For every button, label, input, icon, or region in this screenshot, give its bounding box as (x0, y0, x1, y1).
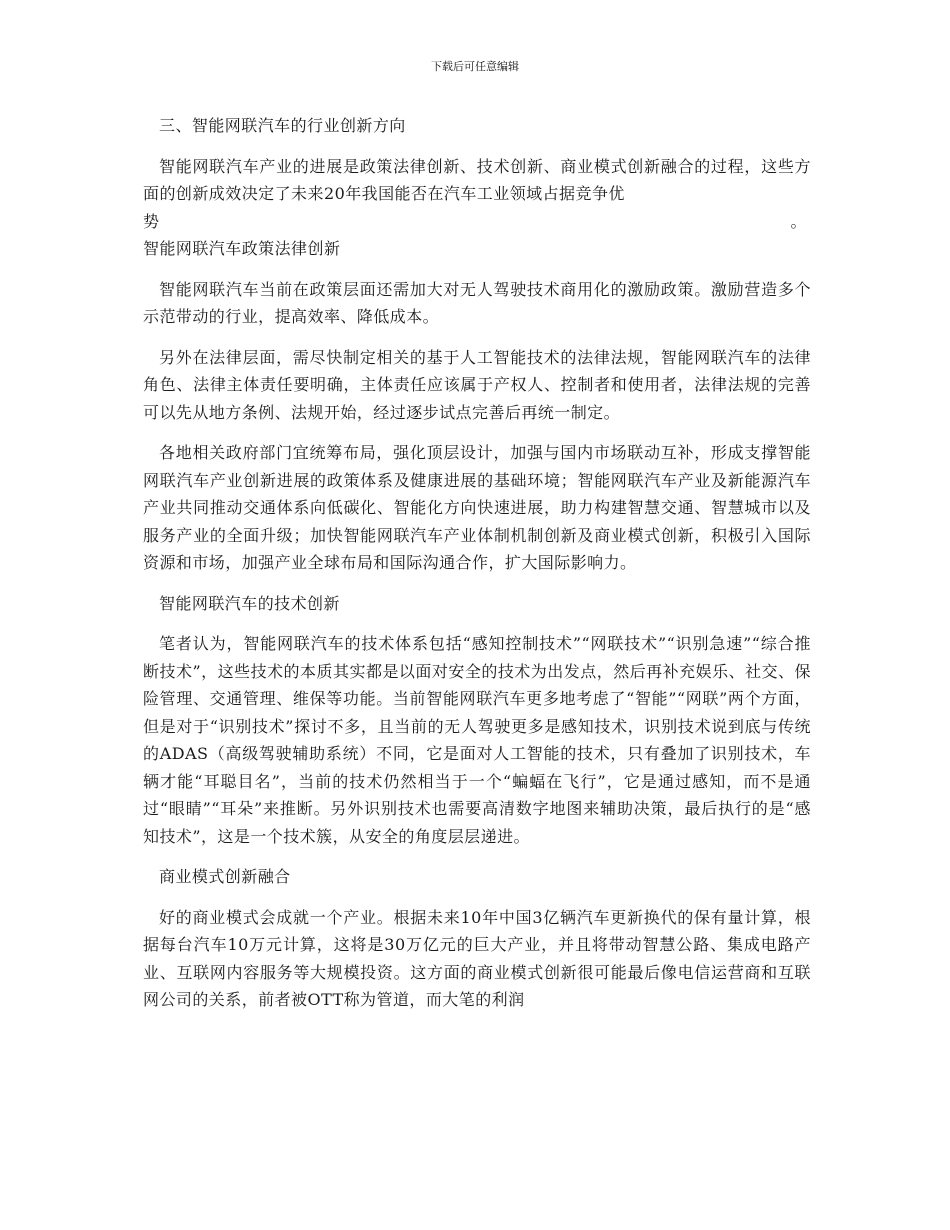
tech-heading: 智能网联汽车的技术创新 (159, 593, 340, 613)
business-heading: 商业模式创新融合 (159, 867, 291, 886)
intro-paragraph-tail (143, 208, 811, 236)
intro-last-word: 势 (143, 211, 160, 231)
document-body (143, 112, 811, 1027)
tech-paragraph-1: 笔者认为，智能网联汽车的技术体系包括“感知控制技术”“网联技术”“识别急速”“综合推断技术”，这些技术的本质其实都是以面对安全的技术为出发点，然后再补充娱乐、社交、保险管理、交通管理、维保等功能。当前智能网联汽车更多地考虑了“智能”“网联”两个方面，但是对于“识别技术”探讨不多，且当前的无人驾驶更多是感知技术，识别技术说到底与传统的ADAS（高级驾驶辅助系统）不同，它是面对人工智能的技术，只有叠加了识别技术，车辆才能“耳聪目名”，当前的技术仍然相当于一个“蝙蝠在飞行”，它是通过感知，而不是通过“眼睛”“耳朵”来推断。另外识别技术也需要高清数字地图来辅助决策，最后执行的是“感知技术”，这是一个技术簇，从安全的角度层层递进。 (143, 634, 811, 846)
intro-paragraph (143, 153, 811, 208)
page-header: 下载后可任意编辑 (431, 60, 519, 73)
intro-text: 智能网联汽车产业的进展是政策法律创新、技术创新、商业模式创新融合的过程，这些方面的创新成效决定了未来20年我国能否在汽车工业领域占据竞争优 (143, 156, 811, 203)
policy-heading: 智能网联汽车政策法律创新 (143, 239, 341, 258)
policy-paragraph-2: 另外在法律层面，需尽快制定相关的基于人工智能技术的法律法规，智能网联汽车的法律角色、法律主体责任要明确，主体责任应该属于产权人、控制者和使用者，法律法规的完善可以先从地方条例、法规开始，经过逐步试点完善后再统一制定。 (143, 347, 811, 422)
business-paragraph-1: 好的商业模式会成就一个产业。根据未来10年中国3亿辆汽车更新换代的保有量计算，根据每台汽车10万元计算，这将是30万亿元的巨大产业，并且将带动智慧公路、集成电路产业、互联网内容服务等大规模投资。这方面的商业模式创新很可能最后像电信运营商和互联网公司的关系，前者被OTT称为管道，而大笔的利润 (143, 907, 811, 1009)
policy-paragraph-1: 智能网联汽车当前在政策层面还需加大对无人驾驶技术商用化的激励政策。激励营造多个示范带动的行业，提高效率、降低成本。 (143, 279, 811, 326)
intro-end-mark: 。 (790, 211, 807, 231)
policy-paragraph-3: 各地相关政府部门宜统筹布局，强化顶层设计，加强与国内市场联动互补，形成支撑智能网联汽车产业创新进展的政策体系及健康进展的基础环境；智能网联汽车产业及新能源汽车产业共同推动交通体系向低碳化、智能化方向快速进展，助力构建智慧交通、智慧城市以及服务产业的全面升级；加快智能网联汽车产业体制机制创新及商业模式创新，积极引入国际资源和市场，加强产业全球布局和国际沟通合作，扩大国际影响力。 (143, 443, 811, 572)
section-heading-3: 三、智能网联汽车的行业创新方向 (159, 116, 406, 135)
